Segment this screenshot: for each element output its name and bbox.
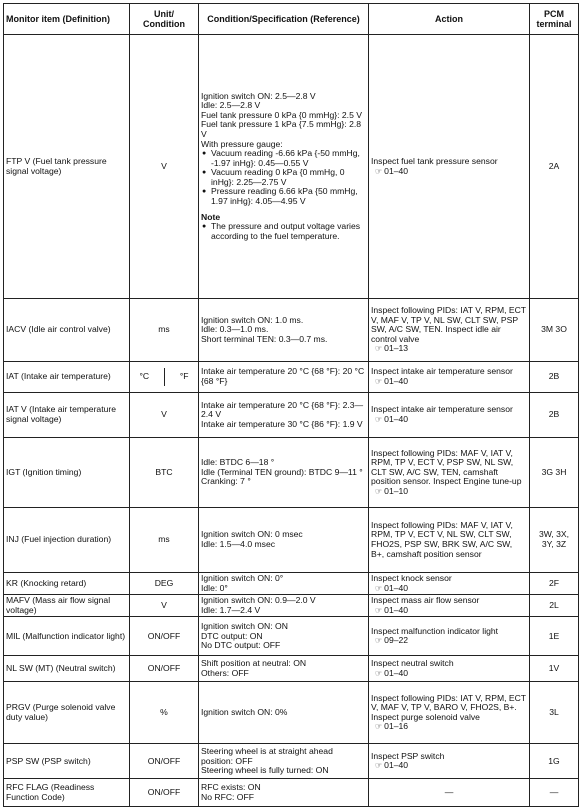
page-reference	[371, 584, 527, 594]
table-row	[4, 508, 579, 573]
page-reference	[371, 722, 527, 732]
unit-cell: ms	[130, 508, 199, 573]
table-row	[4, 682, 579, 744]
condition-cell	[199, 779, 369, 807]
action-text: Inspect intake air temperature sensor	[371, 366, 513, 377]
book-reference-icon: ☞	[375, 344, 383, 354]
condition-line: Fuel tank pressure 0 kPa {0 mmHg}: 2.5 V	[201, 109, 362, 120]
monitor-item-cell: PRGV (Purge solenoid valve duty value)	[4, 682, 130, 744]
monitor-item-cell: INJ (Fuel injection duration)	[4, 508, 130, 573]
condition-cell	[199, 299, 369, 362]
page-reference-number: 01–13	[384, 343, 409, 354]
condition-line: No DTC output: OFF	[201, 640, 281, 651]
condition-line: Cranking: 7 °	[201, 476, 251, 487]
condition-cell	[199, 682, 369, 744]
condition-cell	[199, 508, 369, 573]
condition-cell	[199, 362, 369, 393]
header-row	[4, 4, 579, 35]
action-text: Inspect following PIDs: MAF V, IAT V, RPM, TP V, ECT V, PSP SW, NL SW, CLT SW, A/C SW, TEN, camshaft position sensor. Inspect Engine tune-up	[371, 447, 522, 487]
book-reference-icon: ☞	[375, 486, 383, 496]
book-reference-icon: ☞	[375, 605, 383, 615]
condition-line: Ignition switch ON: 2.5—2.8 V	[201, 90, 316, 101]
condition-line: With pressure gauge:	[201, 138, 283, 149]
action-cell	[369, 595, 530, 617]
monitor-item-cell: MAFV (Mass air flow signal voltage)	[4, 595, 130, 617]
pcm-terminal-cell: 3G 3H	[530, 438, 579, 508]
condition-line: Steering wheel is at straight ahead position: OFF	[201, 745, 333, 766]
action-cell	[369, 779, 530, 807]
action-cell	[369, 393, 530, 438]
book-reference-icon: ☞	[375, 761, 383, 771]
monitor-item-table	[3, 3, 579, 807]
pcm-terminal-cell: 2F	[530, 573, 579, 595]
unit-cell: V	[130, 35, 199, 299]
condition-line: Idle: 0°	[201, 582, 228, 593]
page-reference	[371, 487, 527, 497]
condition-line: RFC exists: ON	[201, 782, 261, 793]
action-cell	[369, 362, 530, 393]
page-reference	[371, 606, 527, 616]
condition-line: No RFC: OFF	[201, 791, 254, 802]
page-reference-number: 01–40	[384, 414, 409, 424]
pcm-terminal-cell: 3W, 3X, 3Y, 3Z	[530, 508, 579, 573]
monitor-item-cell: IGT (Ignition timing)	[4, 438, 130, 508]
action-cell	[369, 744, 530, 779]
table-row	[4, 393, 579, 438]
action-cell	[369, 573, 530, 595]
unit-cell: ON/OFF	[130, 617, 199, 656]
unit-cell: %	[130, 682, 199, 744]
pcm-terminal-cell: 2A	[530, 35, 579, 299]
book-reference-icon: ☞	[375, 415, 383, 424]
book-reference-icon: ☞	[375, 636, 383, 646]
condition-line: Fuel tank pressure 1 kPa {7.5 mmHg}: 2.8 V	[201, 119, 362, 139]
page-reference-number: 01–10	[384, 485, 409, 496]
action-text: Inspect intake air temperature sensor	[371, 404, 513, 415]
unit-cell: ON/OFF	[130, 779, 199, 807]
condition-cell	[199, 744, 369, 779]
condition-line: Ignition switch ON: 0%	[201, 707, 288, 718]
condition-cell	[199, 438, 369, 508]
page-reference	[371, 415, 527, 425]
monitor-item-cell: KR (Knocking retard)	[4, 573, 130, 595]
condition-bullet: ● Vacuum reading 0 kPa {0 mmHg, 0 inHg}: 2.25—2.75 V	[211, 168, 366, 187]
action-cell	[369, 682, 530, 744]
pcm-terminal-cell: —	[530, 779, 579, 807]
unit-cell: BTC	[130, 438, 199, 508]
note-heading: Note	[201, 211, 221, 222]
pcm-terminal-cell: 3L	[530, 682, 579, 744]
unit-cell: ON/OFF	[130, 744, 199, 779]
page-reference-number: 01–40	[384, 165, 409, 176]
action-cell	[369, 299, 530, 362]
condition-line: Ignition switch ON: 1.0 ms.	[201, 314, 304, 325]
condition-line: Ignition switch ON: ON	[201, 620, 288, 631]
unit-split	[132, 368, 196, 386]
condition-line: Intake air temperature 20 °C {68 °F}: 2.3—2.4 V	[201, 399, 364, 420]
pcm-terminal-cell: 1V	[530, 656, 579, 682]
condition-line: DTC output: ON	[201, 630, 263, 641]
pcm-terminal-cell: 3M 3O	[530, 299, 579, 362]
table-row	[4, 595, 579, 617]
page-reference-number: 01–40	[384, 760, 409, 771]
table-row	[4, 617, 579, 656]
unit-cell: ms	[130, 299, 199, 362]
book-reference-icon: ☞	[375, 377, 383, 386]
unit-cell: V	[130, 393, 199, 438]
page-reference-number: 01–40	[384, 604, 409, 615]
page-reference	[371, 669, 527, 679]
condition-cell	[199, 617, 369, 656]
condition-bullet: ● Vacuum reading -6.66 kPa {-50 mmHg, -1.97 inHg}: 0.45—0.55 V	[211, 149, 366, 168]
table-row	[4, 744, 579, 779]
action-text: Inspect following PIDs: IAT V, RPM, ECT V, MAF V, TP V, NL SW, CLT SW, PSP SW, A/C SW, TEN. Inspect idle air control valve	[371, 305, 526, 344]
header-action: Action	[369, 4, 530, 35]
note-bullet: ● The pressure and output voltage varies according to the fuel temperature.	[211, 222, 366, 241]
condition-line: Idle: 2.5—2.8 V	[201, 100, 261, 111]
action-cell	[369, 617, 530, 656]
unit-cell: DEG	[130, 573, 199, 595]
unit-cell	[130, 362, 199, 393]
pcm-terminal-cell: 1G	[530, 744, 579, 779]
monitor-item-cell: IACV (Idle air control valve)	[4, 299, 130, 362]
action-text: Inspect mass air flow sensor	[371, 595, 480, 606]
page-reference	[371, 344, 527, 354]
monitor-item-cell: IAT (Intake air temperature)	[4, 362, 130, 393]
page-reference	[371, 377, 527, 387]
book-reference-icon: ☞	[375, 166, 383, 176]
monitor-item-cell: IAT V (Intake air temperature signal voltage)	[4, 393, 130, 438]
action-text: Inspect following PIDs: MAF V, IAT V, RPM, TP V, ECT V, NL SW, CLT SW, FHO2S, PSP SW, BRK SW, A/C SW, B+, camshaft position sensor	[371, 519, 513, 559]
table-row	[4, 35, 579, 299]
condition-line: Idle: 0.3—1.0 ms.	[201, 324, 269, 335]
monitor-item-cell: RFC FLAG (Readiness Function Code)	[4, 779, 130, 807]
header-pcm-terminal: PCM terminal	[530, 4, 579, 35]
action-cell	[369, 438, 530, 508]
monitor-item-cell: NL SW (MT) (Neutral switch)	[4, 656, 130, 682]
condition-cell	[199, 656, 369, 682]
action-text: Inspect following PIDs: IAT V, RPM, ECT V, MAF V, TP V, BARO V, FHO2S, B+. Inspect purge solenoid valve	[371, 692, 526, 722]
condition-line: Idle: 1.5—4.0 msec	[201, 539, 276, 549]
book-reference-icon: ☞	[375, 722, 383, 732]
table-row	[4, 438, 579, 508]
unit-cell: ON/OFF	[130, 656, 199, 682]
condition-bullet-list	[201, 149, 366, 207]
page-reference	[371, 761, 527, 771]
condition-cell	[199, 35, 369, 299]
action-text: Inspect knock sensor	[371, 573, 452, 583]
action-text: —	[444, 787, 454, 798]
table-row	[4, 299, 579, 362]
condition-line: Others: OFF	[201, 667, 249, 678]
condition-line: Idle: BTDC 6—18 °	[201, 457, 275, 468]
page-reference-number: 01–16	[384, 721, 409, 732]
header-unit-condition: Unit/ Condition	[130, 4, 199, 35]
table-row	[4, 362, 579, 393]
book-reference-icon: ☞	[375, 668, 383, 678]
condition-line: Short terminal TEN: 0.3—0.7 ms.	[201, 333, 328, 344]
header-condition-specification: Condition/Specification (Reference)	[199, 4, 369, 35]
page-reference	[371, 636, 527, 646]
action-text: Inspect malfunction indicator light	[371, 625, 499, 636]
page-reference	[371, 167, 527, 177]
condition-line: Shift position at neutral: ON	[201, 658, 307, 669]
monitor-item-cell: MIL (Malfunction indicator light)	[4, 617, 130, 656]
condition-line: Idle (Terminal TEN ground): BTDC 9—11 °	[201, 466, 363, 477]
pcm-terminal-cell: 2B	[530, 393, 579, 438]
condition-line: Ignition switch ON: 0.9—2.0 V	[201, 595, 316, 606]
page-reference-number: 01–40	[384, 667, 409, 678]
page-reference-number: 09–22	[384, 635, 409, 646]
action-cell	[369, 508, 530, 573]
action-text: Inspect neutral switch	[371, 658, 454, 669]
page-reference-number: 01–40	[384, 376, 409, 386]
action-cell	[369, 656, 530, 682]
header-monitor-item: Monitor item (Definition)	[4, 4, 130, 35]
table-row	[4, 573, 579, 595]
action-text: Inspect PSP switch	[371, 750, 445, 761]
action-cell	[369, 35, 530, 299]
condition-line: Steering wheel is fully turned: ON	[201, 765, 329, 776]
pcm-terminal-cell: 2B	[530, 362, 579, 393]
unit-fahrenheit: °F	[179, 371, 189, 382]
unit-celsius: °C	[139, 371, 150, 382]
condition-line: Ignition switch ON: 0 msec	[201, 529, 303, 540]
pcm-terminal-cell: 2L	[530, 595, 579, 617]
condition-cell	[199, 393, 369, 438]
condition-cell	[199, 595, 369, 617]
table-row	[4, 656, 579, 682]
condition-cell	[199, 573, 369, 595]
table-row	[4, 779, 579, 807]
condition-line: Intake air temperature 20 °C {68 °F}: 20 °C {68 °F}	[201, 366, 365, 386]
unit-divider	[164, 368, 165, 386]
monitor-item-cell: PSP SW (PSP switch)	[4, 744, 130, 779]
book-reference-icon: ☞	[375, 583, 383, 593]
note-bullet-list	[201, 222, 366, 241]
pcm-terminal-cell: 1E	[530, 617, 579, 656]
condition-line: Intake air temperature 30 °C {86 °F}: 1.9 V	[201, 418, 363, 429]
unit-cell: V	[130, 595, 199, 617]
condition-line: Ignition switch ON: 0°	[201, 573, 284, 583]
monitor-item-cell: FTP V (Fuel tank pressure signal voltage)	[4, 35, 130, 299]
page-reference-number: 01–40	[384, 582, 409, 593]
condition-bullet: ● Pressure reading 6.66 kPa {50 mmHg, 1.97 inHg}: 4.05—4.95 V	[211, 187, 366, 206]
action-text: Inspect fuel tank pressure sensor	[371, 155, 498, 166]
condition-line: Idle: 1.7—2.4 V	[201, 604, 261, 615]
